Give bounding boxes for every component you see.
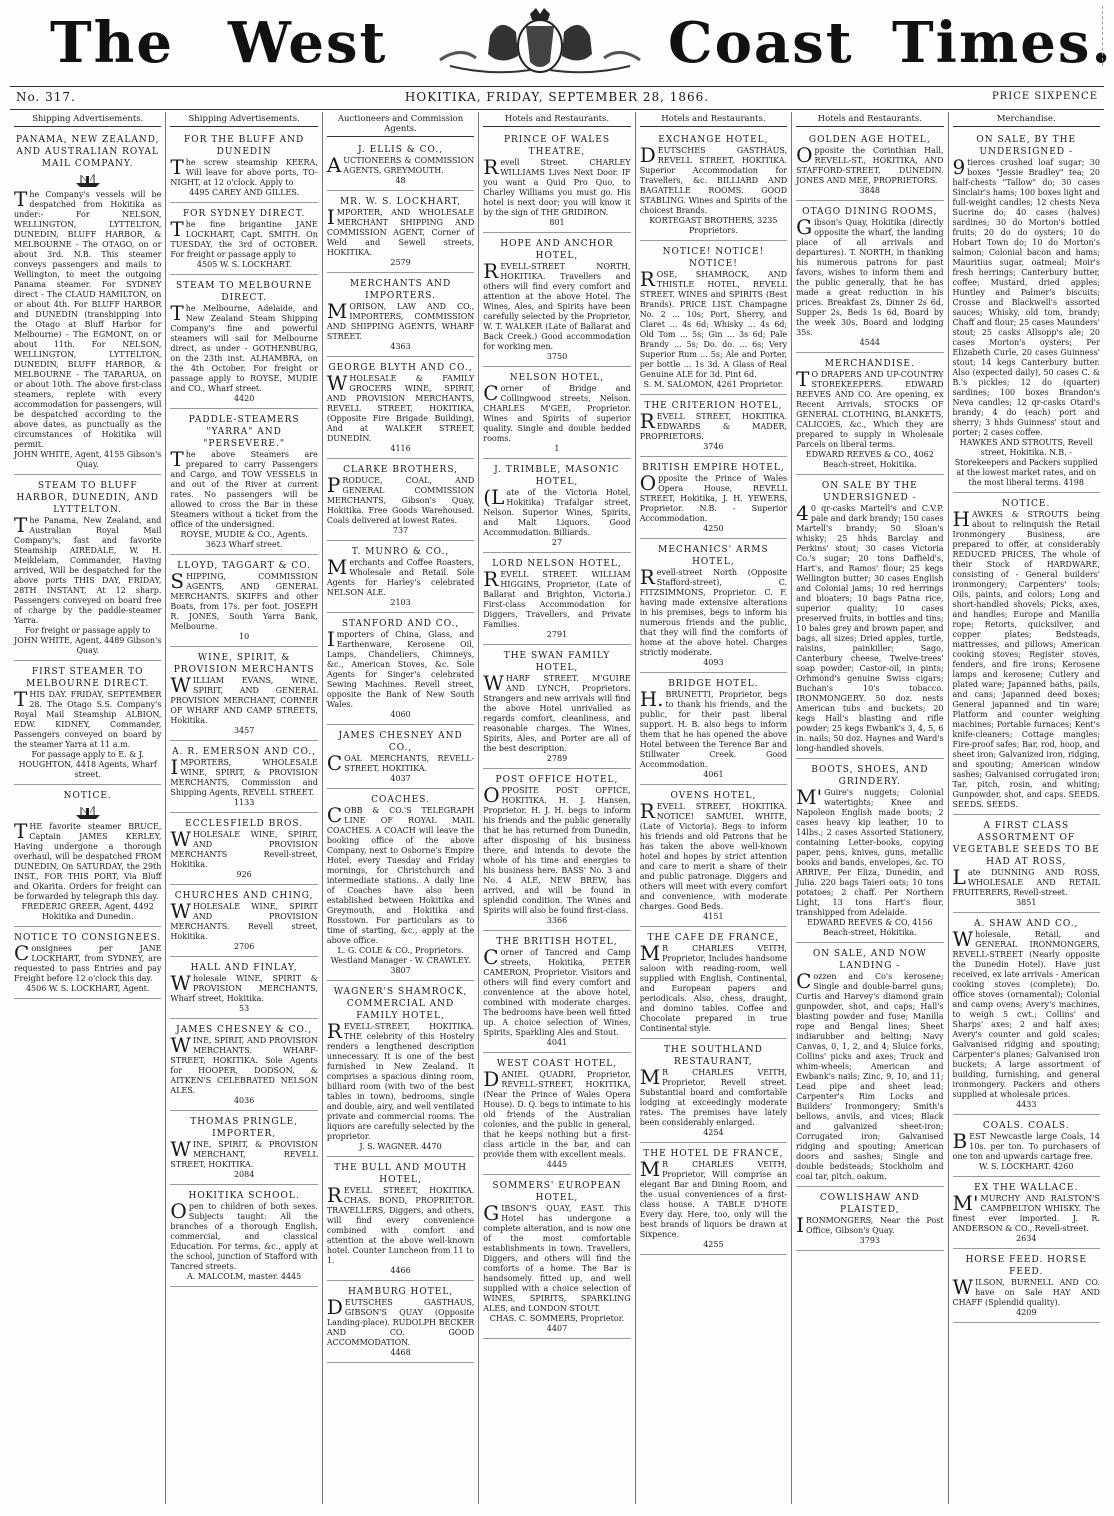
ad-body: The Panama, New Zealand, and Australian Royal Mail Company's, fast and favorite Steamship AIREDALE, W. H. Meiklelam, Commander, Having arrived, Will be despatched for the above ports THIS DAY, FRIDAY, 28TH INSTANT, At 12 sharp. Passengers conveyed on board free of charge by the paddle-steamer Yarra. (14, 513, 162, 625)
ad-body: M'Guire's nuggets; Colonial watertights; Knee and Napoleon English made boots; 2 cases heavy kip leather, 10 to 14lbs.; 2 cases Assorted Stationery, containing Letter-books, copying paper, pens, knives, guns, metallic books and bands, envelopes, &c. TO ARRIVE, Per Eliza, Dunedin, and Julia. 220 bags Taieri oats; 10 tons potatoes; 2 chaff. Per Northern Light, 13 tons Hart's flour, transhipped from Adelaide. (796, 785, 944, 917)
ad-title: NOTICE. (63, 791, 112, 801)
ad-title: J. ELLIS & CO., (358, 145, 444, 155)
ad-signature: 2579 (390, 258, 411, 267)
advertisement (483, 369, 630, 459)
ad-signature: 4060 (390, 710, 411, 719)
masthead-word: The (50, 10, 175, 76)
ad-signature: 4116 (390, 444, 411, 453)
advertisement (170, 959, 317, 1019)
ad-title: THE SWAN FAMILY HOTEL, (503, 651, 611, 673)
ad-title: JAMES CHESNEY & CO., (176, 1025, 313, 1035)
advertisement (640, 929, 787, 1039)
advertisement (953, 915, 1100, 1115)
ad-body: REVELL-STREET NORTH, HOKITIKA. Travellers and others will find every comfort and attention at the above Hotel. The Wines, Ales, and Spirits have been carefully selected by the Proprietor, W. T. WALKER (Late of Ballarat and Back Creek.) Good accommodation for working men. (483, 259, 631, 351)
ad-body: The screw steamship KEERA, Will leave for above ports, TO-NIGHT, at 12 o'clock. Apply to (170, 155, 318, 187)
ad-signature: W. S. LOCKHART. 4260 (979, 1162, 1074, 1171)
ad-signature: 4468 (390, 1348, 411, 1357)
ad-title: HOPE AND ANCHOR HOTEL, (500, 239, 614, 261)
ad-body: Revell-street North (Opposite Stafford-street), C. FITZSIMMONS, Proprietor. C. F. having made extensive alterations in his premises, begs to inform his numerous friends and the public, that they will find the comforts of home at the above hotel. Charges strictly moderate. (639, 565, 788, 657)
ad-title: HORSE FEED. HORSE FEED. (965, 1255, 1087, 1277)
ad-body: Corner of Bridge and Collingwood streets, Nelson. CHARLES M'GEE, Proprietor. Wines and Spirits of superior quality. Single and double bedded rooms. (483, 381, 631, 443)
ad-signature: JOHN WHITE, Agent, 4155 Gibson's Quay. (14, 450, 162, 469)
ad-body: Consignees per JANE LOCKHART, from SYDNEY, are requested to pass Entries and pay Freight before 12 o'clock this day. (14, 941, 162, 983)
ad-signature: 2103 (390, 598, 411, 607)
ad-body: REVELL STREET. WILLIAM HIGGINS, Proprietor, (Late of Ballarat and Brighton, Victoria.) First-class Accommodation for Diggers, Travellers, and Private Families. (483, 567, 631, 629)
advertisement (483, 555, 630, 645)
ad-title: J. TRIMBLE, MASONIC HOTEL, (494, 465, 620, 487)
advertisement (170, 743, 317, 813)
advertisement (170, 557, 317, 647)
ad-body: WINE, SPIRIT, & PROVISION MERCHANT, REVELL STREET, HOKITIKA. (170, 1137, 318, 1169)
ad-signature: 4061 (703, 770, 724, 779)
advertisement (327, 359, 474, 459)
advertisement (170, 131, 317, 203)
advertisement (953, 1179, 1100, 1249)
advertisement (327, 983, 474, 1157)
ad-title: THE SOUTHLAND RESTAURANT, (663, 1045, 763, 1067)
ad-signature: 1 (554, 444, 560, 453)
advertisement (170, 411, 317, 555)
masthead-word: Coast (668, 10, 854, 76)
ad-signature: 3457 (233, 726, 255, 735)
ad-signature: FREDERIC GREER, Agent, 4492 Hokitika and Dunedin. (21, 902, 154, 921)
ad-title: A. R. EMERSON AND CO., (172, 747, 317, 757)
ad-title: ECCLESFIELD BROS. (185, 819, 304, 829)
ad-body: Importers of China, Glass, and Earthenware, Kerosene Oil, Lamps, Chandeliers, Chimneys, &c., American Stoves, &c. Sole Agents for Singer's celebrated Sewing Machines. Revell street, opposite the Bank of New South Wales. (326, 627, 475, 709)
ad-body: REVELL-STREET, HOKITIKA. THE celebrity of this Hostelry renders a lengthened description unnecessary. It is one of the best furnished in New Zealand. It comprises a spacious dining room, billiard room (with two of the best tables in town), bedrooms, single and double, airy, and well ventilated private and commercial rooms. The liquors are carefully selected by the proprietor. (326, 1019, 475, 1141)
advertisement (14, 787, 161, 927)
ad-title: CHURCHES AND CHING, (174, 891, 314, 901)
issue-date: HOKITIKA, FRIDAY, SEPTEMBER 28, 1866. (404, 90, 710, 104)
column-heading: Shipping Advertisements. (14, 114, 161, 127)
ad-signature: 2791 (546, 630, 568, 639)
advertisement (953, 817, 1100, 913)
ad-body: Gibson's Quay, Hokitika (directly opposite the wharf, the landing place of all arrivals and departures). T. NORTH, in thanking his numerous patrons for past favors, wishes to inform them and the public generally, that he has made a great reduction in his prices. Breakfast 2s, Dinner 2s 6d, Supper 2s, Beds 1s 6d, Board by the week 30s, Board and lodging 35s. (796, 215, 944, 337)
ad-body: 9tierces crushed loaf sugar; 30 boxes "Jessie Bradley" tea; 20 half-chests "Tallow" do; 30 cases Sinclair's hams; 100 boxes light and full-weight candles; 12 chests Neva Sucrine do; 40 cases (halves) sardines; 30 do Morton's bottled fruits; 20 do do oysters; 10 do Hobart Town do; 10 do Morton's salmon; Colonial bacon and hams; Mauritius sugar, oatmeal; Moir's fresh herrings; Canterbury butter, coffee; Mustard, dried apples; Huntley and Palmer's biscuits; Crosse and Blackwell's assorted sauces; Whisky, old tom, brandy; Chaff and flour; 25 cases Maunders' stout; 25 casks Allsopp's ale; 20 cases Morton's oysters; Per Elizabeth Curle, 20 cases Guinness' stout; 14 kegs Canterbury butter. Also (expected daily), 50 cases C. & B.'s pickles; 12 do (quarter) sardines; 100 boxes Brandon's Neva candles; 12 qr-casks Otard's brandy; 4 do (each) port and sherry; 3 hhds Guinness' stout and porter; 2 cases coffee. (952, 155, 1100, 437)
advertisement (170, 815, 317, 885)
advertisement (640, 1041, 787, 1143)
advertisement (170, 1187, 317, 1287)
ad-title: MERCHANDISE. (824, 359, 915, 369)
ad-signature: 10 (239, 632, 250, 641)
ad-body: THIS DAY. FRIDAY, SEPTEMBER 28. The Otago S.S. Company's Royal Mail Steamship ALBION, EDW. KIDNEY, Commander, Passengers conveyed on board by the steamer Yarra at 11 a.m. (14, 687, 162, 749)
ad-title: WAGNER'S SHAMROCK, COMMERCIAL AND FAMILY HOTEL, (333, 987, 468, 1021)
ad-title: A FIRST CLASS ASSORTMENT OF VEGETABLE SEEDS TO BE HAD AT ROSS, (952, 821, 1100, 867)
ad-signature: 4363 (390, 342, 411, 351)
ad-title: WEST COAST HOTEL, (496, 1059, 618, 1069)
dateline (10, 86, 1104, 110)
ad-signature: 2706 (233, 942, 255, 951)
ad-body: Late DUNNING AND ROSS, WHOLESALE AND RETAIL FRUITERERS, Revell-street. (952, 865, 1100, 897)
column-heading: Hotels and Restaurants. (483, 114, 630, 127)
ad-body: Wholesale, Retail, and GENERAL IRONMONGERS, REVELL-STREET (Nearly opposite the Dunedin Hotel). Have just received, ex late arrivals - American cooking stoves (complete); Do. office stoves (ornamental); Colonial and camp ovens; Avery's machines, to weigh 5 cwt.; Collins' and Sharps' axes; 2 and half axes; Avery's counter and gold scales; Galvanised ridging and spouting; Carpenter's planes; Galvanised iron buckets; A large assortment of building, furnishing, and general ironmongery. Packers and others supplied at wholesale prices. (952, 927, 1100, 1099)
ad-title: SOMMERS' EUROPEAN HOTEL, (492, 1181, 622, 1203)
ad-signature: 1133 (233, 798, 255, 807)
advertisement (483, 933, 630, 1053)
advertisement (170, 1113, 317, 1185)
advertisement (640, 675, 787, 785)
advertisement (483, 771, 630, 931)
ad-body: BEST Newcastle large Coals, 14 10s. per ton. To purchasers of one ton and upwards cartage free. (952, 1129, 1100, 1161)
advertisement (640, 1145, 787, 1255)
advertisement (640, 787, 787, 927)
ad-body: WILLIAM EVANS, WINE, SPIRIT, AND GENERAL PROVISION MERCHANT, CORNER OF WHARF AND CAMP STREETS, Hokitika. (170, 673, 318, 725)
ad-body: WINE, SPIRIT, AND PROVISION MERCHANTS. WHARF-STREET, HOKITIKA. Sole Agents for HOOPER, DODSON, & AITKEN'S CELEBRATED NELSON ALES. (170, 1033, 318, 1095)
advertisement (327, 141, 474, 191)
ad-title: THOMAS PRINGLE, IMPORTER, (190, 1117, 299, 1139)
ad-title: FIRST STEAMER TO MELBOURNE DIRECT. (26, 667, 150, 689)
ad-title: BOOTS, SHOES, AND GRINDERY. (811, 765, 929, 787)
ad-body: DANIEL QUADRI, Proprietor, REVELL-STREET, HOKITIKA, (Near the Prince of Wales Opera House). D. Q. begs to intimate to his old friends of the Australian colonies, and the public in general, that he keeps nothing but a first-class article in the bar, and can provide them with excellent meals. (483, 1067, 631, 1159)
ad-title: PRINCE OF WALES THEATRE, (503, 135, 611, 157)
ad-title: THE CRITERION HOTEL, (644, 401, 783, 411)
advertisement (170, 887, 317, 957)
ad-title: MECHANICS' ARMS HOTEL, (658, 545, 769, 567)
advertisement (640, 397, 787, 457)
ad-title: COALS. COALS. (982, 1121, 1070, 1131)
ad-body: REVELL STREET, HOKITIKA. NOTICE! SAMUEL WHITE, (Late of Victoria). Begs to inform his friends and old Patrons that he has taken the above well-known hotel and hopes by strict attention and care to merit a share of their and public patronage. Diggers and others will meet with every comfort and convenience, with moderate charges. Good Beds. (639, 799, 788, 911)
ad-signature: 4433 (1016, 1100, 1037, 1109)
ad-body: PRODUCE, COAL, AND GENERAL COMMISSION MERCHANTS, Gibson's Quay, Hokitika. Free Goods Warehoused. Coals delivered at lowest Rates. (326, 473, 475, 525)
ad-signature: 2634 (1016, 1234, 1037, 1243)
ad-signature: 3848 (859, 186, 880, 195)
advertisement (14, 131, 161, 475)
advertisement (796, 355, 943, 475)
advertisement (640, 541, 787, 673)
ad-body: IMPORTERS, WHOLESALE WINE, SPIRIT, & PROVISION MERCHANTS, Commission and Shipping Agents, REVELL STREET. (170, 755, 318, 797)
ad-body: Open to children of both sexes. Subjects taught: All the branches of a thorough English, commercial, and classical Education. For terms, &c., apply at the school, junction of Stafford with Tancred streets. (170, 1199, 318, 1271)
newspaper-column (636, 112, 792, 1504)
advertisement (796, 477, 943, 759)
ad-body: TO DRAPERS AND UP-COUNTRY STOREKEEPERS. EDWARD REEVES AND CO. Are opening, ex Recent Arrivals, STOCKS OF GENERAL CLOTHING, BLANKETS, CALICOES, &c., Which they are prepared to supply in Wholesale Parcels on liberal terms. (796, 367, 944, 449)
ad-signature: 801 (549, 218, 565, 227)
ad-body: MR CHARLES VEITH, Proprietor, Revell street. Substantial board and comfortable lodging at exceedingly moderate rates. The premises have lately been considerably enlarged. (639, 1065, 788, 1127)
advertisement (170, 649, 317, 741)
ad-signature: 4151 (703, 912, 724, 921)
ad-title: NOTICE TO CONSIGNEES. (14, 933, 162, 943)
advertisement (953, 1117, 1100, 1177)
ad-title: OVENS HOTEL, (670, 791, 757, 801)
advertisement (483, 131, 630, 233)
ad-body: WHARF STREET. M'GUIRE AND LYNCH, Proprietors. Strangers and new arrivals will find the above Hotel unrivalled as regards comfort, cleanliness, and reasonable charges. The Wines, Spirits, Ales, and Porter are all of the best description. (483, 671, 631, 753)
ad-body: WHOLESALE & FAMILY GROCERS WINE, SPIRIT, AND PROVISION MERCHANTS, REVELL STREET, HOKITIKA, (Opposite Fire Brigade Building), And at WALKER STREET, DUNEDIN. (326, 371, 475, 443)
advertisement (796, 1189, 943, 1251)
advertisement (953, 495, 1100, 815)
advertisement (796, 761, 943, 943)
advertisement (483, 1177, 630, 1339)
ad-body: COAL MERCHANTS, REVELL-STREET, HOKITIKA. (326, 751, 475, 775)
ad-signature: 27 (551, 538, 563, 547)
advertisement (483, 461, 630, 553)
ad-body: OPPOSITE POST OFFICE, HOKITIKA. H. J. Hansen, Proprietor. H. J. H. begs to inform his friends and the public generally that he has returned from Dunedin, after disposing of his business there, and intends to devote the whole of his time and energies to his business here. BASS' No. 3 and No. 4 ALE, NEW BREW, has arrived, and will be found in splendid condition. The Wines and Spirits will also be found first-class. (483, 783, 631, 915)
advertisement (327, 461, 474, 541)
ad-title: PADDLE-STEAMERS "YARRA" AND "PERSEVERE." (188, 415, 300, 449)
steamship-icon (74, 804, 102, 820)
ad-title: FOR SYDNEY DIRECT. (182, 209, 306, 219)
page-fold-mark (1102, 6, 1104, 66)
ad-title: CLARKE BROTHERS, (343, 465, 459, 475)
ad-title: EXCHANGE HOTEL, (658, 135, 769, 145)
ad-signature: S. M. SALOMON, 4261 Proprietor. (643, 380, 784, 389)
advertisement (796, 945, 943, 1187)
ad-title: ON SALE, BY THE UNDERSIGNED - (976, 135, 1077, 157)
ad-title: THE BRITISH HOTEL, (496, 937, 618, 947)
ad-signature: 3851 (1016, 898, 1037, 907)
ad-signature: EDWARD REEVES & CO., 4062 Beach-street, Hokitika. (805, 450, 934, 469)
steamship-icon (74, 172, 102, 188)
ad-body: Opposite the Prince of Wales Opera House, REVELL STREET, Hokitika, J. H. YEWERS, Proprietor. N.B. - Superior Accommodation. (639, 471, 788, 523)
column-heading: Shipping Advertisements. (170, 114, 317, 127)
ad-title: ON SALE BY THE UNDERSIGNED - (821, 481, 918, 503)
advertisement (796, 131, 943, 201)
ad-body: COBB & CO.'S TELEGRAPH LINE OF ROYAL MAIL COACHES. A COACH will leave the booking office of the above Company, next to Osborne's Empire Hotel, every Tuesday and Friday mornings, for Christchurch and intermediate stations. A daily line of Coaches have also been established between Hokitika and Greymouth, and Hokitika and Rosstown. For particulars as to time of starting, &c., apply at the above office. (326, 803, 475, 945)
ad-title: LLOYD, TAGGART & CO. (177, 561, 311, 571)
ad-signature: 2789 (546, 754, 568, 763)
newspaper-column (479, 112, 635, 1504)
ad-body: The Melbourne, Adelaide, and New Zealand Steam Shipping Company's fine and powerful steamers will sail for Melbourne direct, as under - GOTHENBURG, on the 23th inst. ALHAMBRA, on the 4th October. For freight or passage apply to ROYSE, MUDIE and CO., Wharf street. (170, 301, 318, 393)
advertisement (170, 205, 317, 275)
ad-title: THE BULL AND MOUTH HOTEL, (334, 1163, 467, 1185)
ad-body: WILSON, BURNELL AND CO. have on Sale HAY AND CHAFF (Splendid quality). (952, 1275, 1100, 1307)
ad-body: The above Steamers are prepared to carry Passengers and Cargo, and TOW VESSELS in and out of the River at current rates. No passengers will be allowed to cross the Bar in these Steamers without a ticket from the office of the undersigned. (170, 447, 318, 529)
column-heading: Hotels and Restaurants. (640, 114, 787, 127)
advertisement (483, 235, 630, 367)
ad-signature: 4093 (703, 658, 724, 667)
ad-body: MR CHARLES VEITH, Proprietor, Includes handsome saloon with reading-room, well supplied with English, Continental, and European papers and periodicals. Also, chess, draught, and domino tables. Coffee and Chocolate prepared in true Continental style. (639, 941, 788, 1033)
advertisement (170, 277, 317, 409)
ad-signature: 3750 (546, 352, 568, 361)
ad-signature: EDWARD REEVES & CO, 4156 Beach-street, Hokitika. (807, 918, 933, 937)
ad-body: REVELL STREET, HOKITIKA. EDWARDS & MADER, PROPRIETORS. (639, 409, 788, 441)
ad-title: NOTICE! NOTICE! NOTICE! (662, 247, 765, 269)
advertisement (483, 1055, 630, 1175)
ad-body: SHIPPING, COMMISSION AGENTS, AND GENERAL MERCHANTS. SKIFFS and other Boats, from 17s. per foot. JOSEPH R. JONES, South Yarra Bank, Melbourne. (170, 569, 318, 631)
ad-title: PANAMA, NEW ZEALAND, AND AUSTRALIAN ROYAL MAIL COMPANY. (15, 135, 160, 169)
ad-signature: 4250 (703, 524, 724, 533)
ad-title: THE HOTEL DE FRANCE, (643, 1149, 784, 1159)
ad-title: BRITISH EMPIRE HOTEL, (642, 463, 785, 473)
ad-body: HAWKES & STROUTS being about to relinquish the Retail Ironmongery Business, are prepared to offer, at considerably REDUCED PRICES, The whole of their Stock of HARDWARE, consisting of - General builders' ironmongery; Carpenters' tools; Oils, paints, and colors; Long and short-handled shovels; Picks, axes, and handles; Europe and Manilla rope; Retorts, quicksilver, and copper plates; Bedsteads, mattresses, and pillows; American cooking stoves; Register stoves, fenders, and fire irons; Kerosene lamps and kerosene; Cutlery and plated ware; Japanned baths, pails, and cans; Japanned deed boxes; General japanned and tin ware; Platform and counter weighing machines; Portable furnaces; Kent's knife-cleaners; Cottage mangles; Fire-proof safes; Bar, rod, hoop, and sheet iron; Galvanized iron, ridging, and spouting; American window sashes; Galvanised corrugated iron; Tar, pitch, rosin, and whiting; Gunpowder, shot, and caps. SEEDS. SEEDS. SEEDS. (952, 507, 1100, 809)
royal-coat-of-arms-icon (430, 6, 650, 78)
ad-title: JAMES CHESNEY AND CO., (338, 731, 463, 753)
ad-title: NELSON HOTEL, (509, 373, 605, 383)
ad-title: LORD NELSON HOTEL, (492, 559, 622, 569)
ad-title: STEAM TO BLUFF HARBOR, DUNEDIN, AND LYTTELTON. (16, 481, 159, 515)
ad-title: A. SHAW AND CO., (974, 919, 1079, 929)
ad-body: Merchants and Coffee Roasters, Wholesale and Retail. Sole Agents for Harley's celebrated NELSON ALE. (326, 555, 475, 597)
ad-signature: 3793 (859, 1236, 880, 1245)
ad-body: M'MURCHY AND RALSTON'S CAMPBELTON WHISKY. The finest ever imported. J. R. ANDERSON & CO., Revell-street. (952, 1191, 1100, 1233)
ad-title: STEAM TO MELBOURNE DIRECT. (175, 281, 313, 303)
ad-body: Revell Street. CHARLEY WILLIAMS Lives Next Door. IF you want a Quid Pro Quo, to Charley Williams you must go. His hotel is next door; you will know it by the sign of THE GRIDIRON. (483, 155, 631, 217)
ad-title: GOLDEN AGE HOTEL, (808, 135, 931, 145)
ad-signature: 926 (236, 870, 252, 879)
ad-body: 40 qr-casks Martell's and C.V.P. pale and dark brandy; 150 cases Martell's brandy; 50 Sloan's whisky; 25 hhds Barclay and Perkins' stout; 30 cases Victoria Co.'s sugar; 20 tons Daffield's, Hart's, and Ramos' flour; 25 kegs Wellington butter; 30 cases English and Colonial jams; 10 red herrings and bloaters; 10 bags Patna rice, superior quality; 10 cases preserved fruits, in bottles and tins; 10 bales grey and brown paper, and bags, all sizes; Dried apples, turtle, raisins, painkiller; Sago, Canterbury cheese, Twelve-trees' soap powder; Castor-oil, in pints; Orhmond's genuine Swiss cigars; Buchan's 10's tobacco. IRONMONGERY. 50 doz. nests American tubs and buckets; 20 kegs Hall's blasting and rifle powder; 25 kegs Ewbank's 3, 4, 5, 6 in. nails; 50 doz. Haynes and Ward's long-handled shovels. (796, 501, 944, 753)
ad-signature: 4445 (546, 1160, 568, 1169)
advertisement (953, 131, 1100, 493)
advertisement (14, 663, 161, 785)
ad-signature: L. G. COLE & CO., Proprietors. Westland Manager - W. CRAWLEY. 3807 (330, 946, 471, 975)
ad-signature: CHAS. C. SOMMERS, Proprietor. 4407 (489, 1314, 625, 1333)
advertisement (796, 203, 943, 353)
ad-body: IRONMONGERS, Near the Post Office, Gibson's Quay. (796, 1213, 944, 1237)
ad-title: MERCHANTS AND IMPORTERS. (349, 279, 452, 301)
ad-body: H.BRUNETTI, Proprietor, begs to thank his friends, and the public, for their past liberal support. H. B. also begs to inform them that he has opened the above Hotel between the Terence Bar and Stillwater Creek. Good Accommodation. (639, 687, 788, 769)
ad-body: AUCTIONEERS & COMMISSION AGENTS, GREYMOUTH. (326, 153, 475, 177)
issue-number: No. 317. (16, 90, 76, 104)
ad-signature: 4209 (1016, 1308, 1037, 1317)
ad-signature: For passage apply to E. & J. HOUGHTON, 4418 Agents, Wharf street. (18, 750, 157, 779)
ad-title: GEORGE BLYTH AND CO., (328, 363, 473, 373)
ad-body: WHOLESALE WINE, SPIRIT, AND PROVISION MERCHANTS Revell-street, Hokitika. (170, 827, 318, 869)
ad-title: POST OFFICE HOTEL, (495, 775, 619, 785)
ad-signature: 4255 (703, 1240, 724, 1249)
ad-signature: 4254 (703, 1128, 724, 1137)
advertisement (953, 1251, 1100, 1323)
ad-signature: 4544 (859, 338, 880, 347)
ad-title: COWLISHAW AND PLAISTED, (819, 1193, 920, 1215)
advertisement (327, 543, 474, 613)
ad-title: COACHES. (371, 795, 430, 805)
ad-title: MR. W. S. LOCKHART, (339, 197, 462, 207)
advertisement (640, 459, 787, 539)
advertisement (327, 727, 474, 789)
ad-title: HALL AND FINLAY, (190, 963, 298, 973)
ad-title: HAMBURG HOTEL, (347, 1287, 454, 1297)
ad-signature: J. S. WAGNER. 4470 (359, 1142, 442, 1151)
ad-signature: 4420 (233, 394, 255, 403)
ad-body: Opposite the Corinthian Hall, REVELL-ST., HOKITIKA, AND STAFFORD-STREET, DUNEDIN. JONES AND MEE, PROPRIETORS. (796, 143, 944, 185)
ad-body: GIBSON'S QUAY, EAST. This Hotel has undergone a complete alteration, and is now one of the most comfortable establishments in town. Travellers, Diggers, and others will find the comforts of a home. The Bar is handsomely fitted up, and well supplied with a choice selection of WINES, SPIRITS, SPARKLING ALES, and LONDON STOUT. (483, 1201, 631, 1313)
ad-title: OTAGO DINING ROOMS, (802, 207, 938, 217)
ad-body: (Late of the Victoria Hotel, Hokitika) Trafalgar street, Nelson. Superior Wines, Spirits, and Malt Liquors. Good Accommodation. Billiards. (483, 485, 631, 537)
ad-title: T. MUNRO & CO., (351, 547, 450, 557)
advertisement (170, 1021, 317, 1111)
ad-title: WINE, SPIRIT, & PROVISION MERCHANTS (173, 653, 315, 675)
ad-title: THE CAFE DE FRANCE, (647, 933, 780, 943)
newspaper-column (949, 112, 1104, 1504)
newspaper-column (10, 112, 166, 1504)
ad-title: EX THE WALLACE. (974, 1183, 1079, 1193)
ad-signature: 3366 (546, 916, 568, 925)
ad-title: NOTICE. (1002, 499, 1051, 509)
issue-price: PRICE SIXPENCE (992, 91, 1098, 102)
newspaper-column (323, 112, 479, 1504)
ad-title: FOR THE BLUFF AND DUNEDIN (184, 135, 305, 157)
ad-signature: 737 (392, 526, 409, 535)
ad-body: MORISON, LAW AND CO., IMPORTERS, COMMISSION AND SHIPPING AGENTS, WHARF STREET. (326, 299, 475, 341)
masthead (10, 0, 1113, 86)
ad-signature: ROYSE, MUDIE & CO., Agents. 3623 Wharf street. (180, 530, 308, 549)
column-heading: Hotels and Restaurants. (796, 114, 943, 127)
ad-signature: 4466 (390, 1266, 411, 1275)
column-heading: Auctioneers and Commission Agents. (327, 114, 474, 137)
ad-signature: 4041 (546, 1038, 568, 1047)
ad-body: IMPORTER, AND WHOLESALE MERCHANT SHIPPING AND COMMISSION AGENT, Corner of Weld and Sewell streets, HOKITIKA. (326, 205, 475, 257)
ad-signature: 4036 (233, 1096, 255, 1105)
newspaper-column (792, 112, 948, 1504)
ad-body: DEUTSCHES GASTHAUS, GIBSON'S QUAY (Opposite Landing-place). RUDOLPH BECKER AND CO. GOOD ACCOMMODATION. (326, 1295, 475, 1347)
advertisement (640, 131, 787, 241)
ad-signature: KORTEGAST BROTHERS, 3235 Proprietors. (649, 216, 778, 235)
ad-signature: 53 (239, 1004, 250, 1013)
ad-body: THE favorite steamer BRUCE, Captain JAMES KERLEY, Having undergone a thorough overhaul, will be despatched FROM DUNEDIN, On SATURDAY, the 29th INST., FOR THIS PORT, Via Bluff and Okarita. Orders for freight can be forwarded by telegraph this day. (14, 819, 162, 901)
masthead-word: Times. (892, 10, 1113, 76)
advertisement (14, 929, 161, 999)
ad-signature: 4506 W. S. LOCKHART, Agent. (25, 984, 150, 993)
ad-title: BRIDGE HOTEL. (668, 679, 759, 689)
ad-body: MR CHARLES VEITH, Proprietor, Will comprise an elegant Bar and Dining Room, and the usual conveniences of a first-class house. A TABLE D'HOTE Every day. Here, too, only will the best brands of liquors be drawn at Sixpence. (639, 1157, 788, 1239)
column-container (10, 112, 1104, 1504)
masthead-word: West (228, 10, 388, 76)
ad-signature: For freight or passage apply to JOHN WHITE, Agent, 4489 Gibson's Quay. (14, 626, 162, 655)
advertisement (483, 647, 630, 769)
newspaper-column (166, 112, 322, 1504)
advertisement (327, 1283, 474, 1363)
ad-signature: 4505 W. S. LOCKHART. (196, 260, 292, 269)
ad-body: Cozzen and Co's kerosene; Single and double-barrel guns; Curtis and Harvey's diamond grain gunpowder, shot, and caps; Hall's blasting powder and fuse; Manilla rope and Bengal lines; Sheet indiarubber and belting; Navy Canvas, 0, 1, 2, and 4; Sluice forks, Collins' picks and axes; Truck and whim-wheels; American and Ewbank's nails; Zinc, 9, 10, and 11; Lead pipe and sheet lead; Carpenter's Rim Locks and Builders' Ironmongery; Smith's bellows, anvils, and vices; Black and galvanized sheet-iron; Corrugated iron; Galvanised ridging and spouting; American doors and sashes; Single and double bedsteads; Stockholm and coal tar, pitch, oakum. (796, 969, 944, 1181)
advertisement (327, 791, 474, 981)
advertisement (327, 1159, 474, 1281)
ad-signature: HAWKES AND STROUTS, Revell street, Hokitika. N.B. - Storekeepers and Packers supplied at the lowest market rates, and on the most liberal terms. 4198 (954, 438, 1098, 487)
ad-signature: 4495 CAREY AND GILLES. (189, 188, 300, 197)
advertisement (640, 243, 787, 395)
ad-title: ON SALE, AND NOW LANDING - (812, 949, 927, 971)
ad-body: REVELL STREET, HOKITIKA. CHAS. BOND, PROPRIETOR. TRAVELLERS, Diggers, and others, will find every convenience combined with comfort and attention at the above well-known hotel. Counter Luncheon from 11 to 1. (326, 1183, 475, 1265)
ad-body: ROSE, SHAMROCK, AND THISTLE HOTEL, REVELL STREET. WINES and SPIRITS (Best Brands). PRICE LIST. Champagne No. 2 ... 10s; Port, Sherry, and Claret ... 4s 6d; Whisky ... 4s 6d; Old Tom ... 5s; Gin ... 3s 6d; Pale Brandy ... 5s; Do. do. ... 6s; Very Superior Rum ... 5s; Ale and Porter, per bottle ... 1s 3d. A Glass of Real Genuine ALE for 3d. Pint 6d. (639, 267, 788, 379)
ad-body: Wholesale WINE, SPIRIT & PROVISION MERCHANTS, Wharf street, Hokitika. (170, 971, 318, 1003)
advertisement (14, 477, 161, 661)
ad-signature: 3746 (703, 442, 724, 451)
advertisement (327, 193, 474, 273)
ad-body: DEUTSCHES GASTHAUS, REVELL STREET, HOKITIKA. Superior Accommodation for Travellers, &c. BILLIARD AND BAGATELLE ROOMS. GOOD STABLING. Wines and Spirits of the choicest Brands. (639, 143, 788, 215)
ad-body: Corner of Tancred and Camp streets, Hokitika, PETER CAMERON, Proprietor. Visitors and others will find every comfort and convenience at the above hotel, combined with moderate charges. The bedrooms have been well fitted up. A choice selection of Wines, Spirits, Sparkling Ales and Stout. (483, 945, 631, 1037)
ad-signature: 2084 (233, 1170, 255, 1179)
ad-title: STANFORD AND CO., (341, 619, 460, 629)
ad-signature: A. MALCOLM, master. 4445 (187, 1272, 302, 1281)
column-heading: Merchandise. (953, 114, 1100, 127)
ad-signature: 4037 (390, 774, 411, 783)
advertisement (327, 615, 474, 725)
ad-body: WHOLESALE WINE, SPIRIT AND PROVISION MERCHANTS. Revell street, Hokitika. (170, 899, 318, 941)
ad-body: The Company's vessels will be despatched from Hokitika as under:- For NELSON, WELLINGTON, LYTTELTON, DUNEDIN, BLUFF HARBOR, & MELBOURNE - The OTAGO, on or about 3rd. N.B. This steamer conveys passengers and mails to Wellington, to meet the outgoing Panama steamer. For SYDNEY direct - The CLAUD HAMILTON, on or about 4th. For BLUFF HARBOR and DUNEDIN (transhipping into the Otago at Bluff Harbor for Melbourne) - The EGMONT, on or about 11th. For NELSON, WELLINGTON, LYTTELTON, DUNEDIN, BLUFF HARBOR, & MELBOURNE - The TARARUA, on or about 10th. The above first-class steamers, replete with every accommodation for passengers, will be despatched according to the above dates, as punctually as the circumstances of Hokitika will permit. (14, 187, 162, 449)
advertisement (327, 275, 474, 357)
ad-title: HOKITIKA SCHOOL. (188, 1191, 300, 1201)
ad-signature: 48 (395, 176, 406, 185)
ad-body: The fine brigantine JANE LOCKHART, Capt. SMITH. On TUESDAY, the 3rd of OCTOBER. For freight or passage apply to (170, 217, 318, 259)
